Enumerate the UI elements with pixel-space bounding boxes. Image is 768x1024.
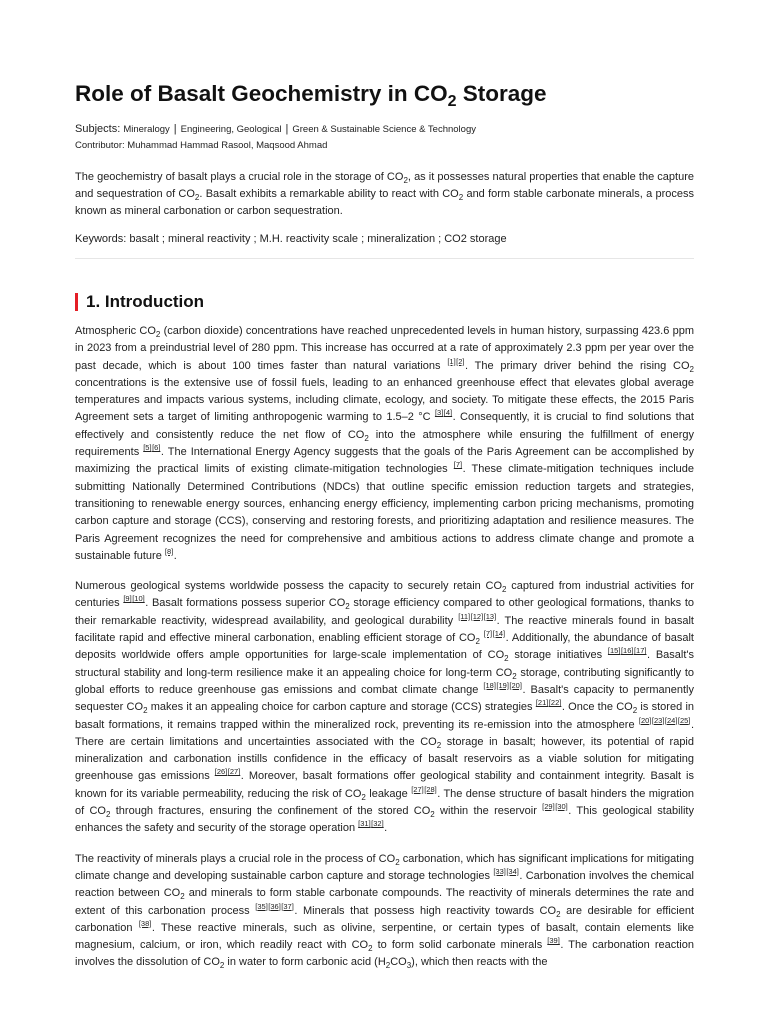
citation-link[interactable]: [20] (638, 715, 652, 725)
citation-group (165, 547, 174, 556)
chemical-subscript: 2 (632, 706, 638, 716)
citation-link[interactable]: [10] (132, 594, 145, 604)
chemical-subscript: 2 (502, 585, 507, 595)
citation-link[interactable]: [16] (620, 646, 634, 656)
citation-link[interactable]: [38] (138, 918, 152, 928)
chemical-subscript: 2 (361, 792, 366, 802)
citation-link[interactable]: [32] (371, 819, 384, 829)
keywords-label: Keywords: (75, 233, 127, 245)
citation-link[interactable]: [11] (458, 611, 471, 621)
citation-group (483, 681, 522, 690)
subjects-line (75, 121, 694, 138)
article-title (75, 0, 694, 108)
subject-link-engineering[interactable]: Engineering, Geological (180, 124, 282, 135)
chemical-subscript: 2 (105, 810, 111, 820)
chemical-subscript: 2 (143, 706, 148, 716)
citation-group (411, 785, 437, 794)
citation-link[interactable]: [14] (492, 629, 506, 639)
keywords-line (75, 231, 694, 248)
keywords-list: basalt ; mineral reactivity ; M.H. reactivity scale ; mineralization ; CO2 storage (129, 233, 507, 245)
citation-link[interactable]: [27] (411, 784, 424, 794)
citation-link[interactable]: [8] (164, 546, 174, 556)
chemical-subscript: 2 (403, 176, 408, 185)
citation-group (123, 594, 145, 603)
subject-separator: | (173, 123, 177, 135)
citation-group (547, 936, 560, 945)
chemical-subscript: 2 (689, 364, 694, 374)
citation-link[interactable]: [20] (509, 680, 522, 690)
citation-group (358, 819, 384, 828)
citation-link[interactable]: [2] (456, 356, 465, 366)
citation-link[interactable]: [22] (548, 698, 562, 708)
subjects-label: Subjects: (75, 123, 121, 135)
chemical-subscript: 2 (364, 433, 369, 443)
title-subscript: 2 (447, 93, 457, 110)
header-divider (75, 258, 694, 259)
chemical-subscript: 2 (155, 330, 161, 339)
citation-link[interactable]: [36] (268, 901, 281, 911)
citation-link[interactable]: [17] (633, 646, 647, 656)
contributor-names[interactable]: Muhammad Hammad Rasool, Maqsood Ahmad (127, 140, 328, 151)
citation-link[interactable]: [27] (227, 767, 241, 777)
citation-group (458, 612, 496, 621)
citation-group (639, 716, 691, 725)
citation-link[interactable]: [23] (651, 715, 665, 725)
citation-link[interactable]: [13] (483, 611, 497, 621)
citation-link[interactable]: [28] (424, 784, 437, 794)
chemical-subscript: 2 (430, 810, 435, 820)
chemical-subscript: 2 (219, 961, 225, 971)
chemical-subscript: 2 (504, 654, 509, 664)
chemical-subscript: 2 (385, 961, 391, 971)
subject-separator: | (285, 123, 289, 135)
article-meta (75, 121, 694, 154)
chemical-subscript: 2 (345, 602, 350, 612)
citation-link[interactable]: [18] (483, 680, 496, 690)
citation-link[interactable]: [7] (453, 460, 463, 470)
citation-link[interactable]: [30] (555, 802, 568, 812)
citation-link[interactable]: [39] (547, 936, 560, 946)
citation-link[interactable]: [19] (496, 680, 509, 690)
chemical-subscript: 3 (406, 961, 412, 971)
citation-link[interactable]: [4] (443, 408, 453, 418)
citation-link[interactable]: [1] (447, 356, 456, 366)
citation-group (143, 443, 161, 452)
citation-link[interactable]: [21] (535, 698, 549, 708)
citation-group (215, 767, 241, 776)
chemical-subscript: 2 (180, 892, 185, 902)
citation-link[interactable]: [7] (483, 629, 493, 639)
title-text-pre: Role of Basalt Geochemistry in CO (75, 81, 448, 106)
chemical-subscript: 2 (368, 944, 373, 954)
citation-link[interactable]: [37] (281, 901, 294, 911)
citation-group (608, 646, 647, 655)
chemical-subscript: 2 (436, 740, 442, 750)
citation-link[interactable]: [29] (542, 802, 555, 812)
citation-group (447, 357, 465, 366)
citation-group (255, 902, 294, 911)
chemical-subscript: 2 (512, 671, 517, 681)
contributor-line (75, 138, 694, 154)
subject-link-green-science[interactable]: Green & Sustainable Science & Technology (292, 124, 476, 135)
citation-link[interactable]: [5] (143, 443, 152, 453)
citation-link[interactable]: [25] (677, 715, 691, 725)
chemical-subscript: 2 (475, 637, 480, 647)
title-text-post: Storage (456, 81, 547, 106)
citation-link[interactable]: [35] (255, 901, 268, 911)
contributor-label: Contributor: (75, 140, 125, 151)
chemical-subscript: 2 (194, 193, 200, 202)
section-accent-bar (75, 293, 78, 311)
citation-link[interactable]: [15] (607, 646, 621, 656)
subject-link-mineralogy[interactable]: Mineralogy (123, 124, 170, 135)
citation-group (536, 698, 562, 707)
citation-group (542, 802, 568, 811)
paragraph: The reactivity of minerals plays a crucial role in the process of $CO_2$ carbonation, which has significant implications for mitigating climate change and developing sustainable carbon capture and storage technologies [33][34]. Carbonation involves the chemical reaction between $CO_2$ and minerals to form stable carbonate compounds. The reactivity of minerals determines the rate and extent of this carbonation process [35][36][37]. Minerals that possess high reactivity towards $CO_2$ are desirable for efficient carbonation [38]. These reactive minerals, such as olivine, serpentine, or certain types of basalt, contain elements like magnesium, calcium, or iron, which readily react with $CO_2$ to form solid carbonate minerals [39]. The carbonation reaction involves the dissolution of $CO_2$ in water to form carbonic acid $(H_2CO_3)$, which then reacts with the (75, 852, 695, 971)
citation-link[interactable]: [9] (123, 594, 132, 604)
citation-link[interactable]: [3] (434, 408, 444, 418)
chemical-subscript: 2 (556, 909, 561, 919)
paragraph: Numerous geological systems worldwide possess the capacity to securely retain $CO_2$ captured from industrial activities for centuries [9][10]. Basalt formations possess superior $CO_2$ storage efficiency compared to other geological formations, thanks to their remarkable reactivity, widespread availability, and geological durability [11][12][13]. The reactive minerals found in basalt facilitate rapid and effective mineral carbonation, enabling efficient storage of $CO_2$ [7][14]. Additionally, the abundance of basalt deposits worldwide offers ample opportunities for large-scale implementation of $CO_2$ storage initiatives [15][16][17]. Basalt's structural stability and long-term resilience make it an appealing choice for long-term $CO_2$ storage, contributing significantly to global efforts to reduce greenhouse gas emissions and combat climate change [18][19][20]. Basalt's capacity to permanently sequester $CO_2$ makes it an appealing choice for carbon capture and storage (CCS) strategies [21][22]. Once the $CO_2$ is stored in basalt formations, it remains trapped within the mineralized rock, preventing its re-emission into the atmosphere [20][23][24][25]. There are certain limitations and uncertainties associated with the $CO_2$ storage in basalt; however, its potential of rapid mineralization and carbonation instills confidence in the efficacy of basalt reservoirs as a viable solution for mitigating greenhouse gas emissions [26][27]. Moreover, basalt formations offer geological stability and containment integrity. Basalt is known for its variable permeability, reducing the risk of $CO_2$ leakage [27][28]. The dense structure of basalt hinders the migration of $CO_2$ through fractures, ensuring the confinement of the stored $CO_2$ within the reservoir [29][30]. This geological stability enhances the safety and security of the storage operation [31][32]. (75, 580, 695, 835)
chemical-subscript: 2 (458, 193, 464, 202)
citation-link[interactable]: [33] (493, 866, 506, 876)
citation-group (139, 919, 152, 928)
section-title: 1. Introduction (86, 292, 205, 311)
citation-group (484, 629, 506, 638)
abstract: The geochemistry of basalt plays a crucial role in the storage of $CO_2$, as it possesses natural properties that enable the capture and sequestration of $CO_2$. Basalt exhibits a remarkable ability to react with $CO_2$ and form stable carbonate minerals, a process known as mineral carbonation or carbon sequestration. (75, 171, 694, 217)
citation-link[interactable]: [24] (664, 715, 678, 725)
citation-link[interactable]: [26] (214, 767, 228, 777)
paragraph: Atmospheric $CO_2$ (carbon dioxide) concentrations have reached unprecedented levels in human history, surpassing 423.6 ppm in 2023 from a preindustrial level of 280 ppm. This increase has occurred at a rate of approximately 2.3 ppm per year over the past decade, which is about 100 times faster than natural variations [1][2]. The primary driver behind the rising $CO_2$ concentrations is the extensive use of fossil fuels, leading to an enhanced greenhouse effect that elevates global average temperatures and impacts various systems, including climate, ecology, and society. To mitigate these effects, the 2015 Paris Agreement sets a target of limiting anthropogenic warming to 1.5–2 °C [3][4]. Consequently, it is crucial to find solutions that effectively and consistently reduce the net flow of $CO_2$ into the atmosphere while ensuring the fulfillment of energy requirements [5][6]. The International Energy Agency suggests that the goals of the Paris Agreement can be accomplished by maximizing the practical limits of existing climate-mitigation technologies [7]. These climate-mitigation techniques include submitting Nationally Determined Contributions (NDCs) that outline specific emission reduction targets and strategies, transitioning to renewable energy sources, enhancing energy efficiency, implementing carbon pricing mechanisms, promoting carbon capture and storage (CCS), conserving and restoring forests, and prioritizing adaptation and resilience measures. The Paris Agreement recognizes the need for comprehensive and ambitious actions to address climate change and promote a sustainable future [8]. (75, 325, 694, 562)
citation-link[interactable]: [31] (358, 819, 371, 829)
citation-group (454, 460, 463, 469)
citation-group (493, 867, 519, 876)
citation-group (435, 408, 453, 417)
chemical-subscript: 2 (395, 857, 400, 867)
section-heading (75, 293, 694, 311)
citation-link[interactable]: [6] (152, 443, 161, 453)
citation-link[interactable]: [12] (470, 611, 484, 621)
citation-link[interactable]: [34] (506, 866, 519, 876)
